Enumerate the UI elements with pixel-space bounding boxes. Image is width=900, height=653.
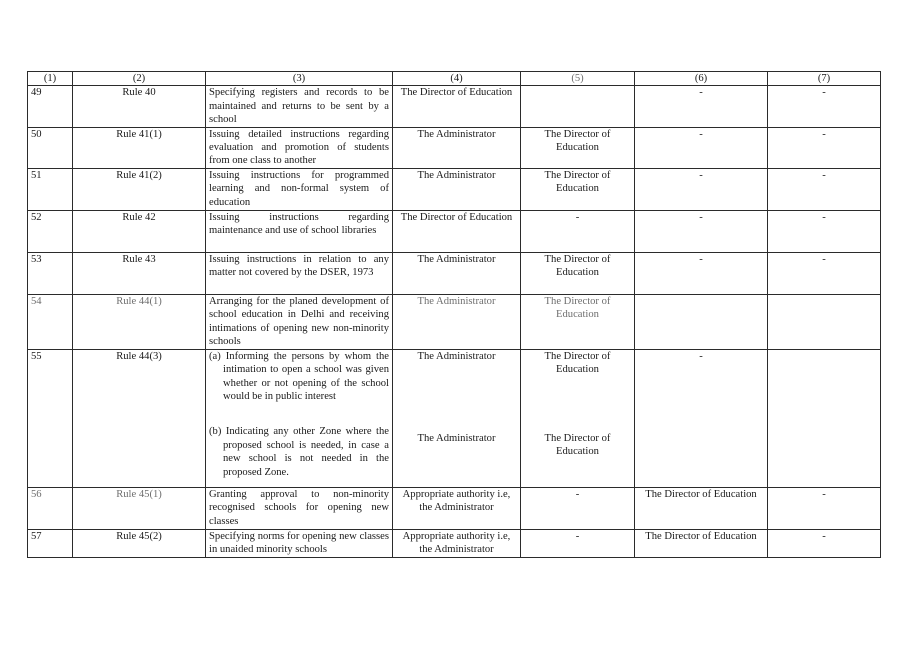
authority-col6: - xyxy=(635,168,768,210)
authority-col5: - xyxy=(521,487,635,529)
authority-col4: The Administrator xyxy=(393,252,521,294)
function-description: Issuing instructions for programmed learning and non-formal system of education xyxy=(206,168,393,210)
authority-col5: The Director of Education xyxy=(521,252,635,294)
table-row xyxy=(28,168,881,210)
authority-col7: - xyxy=(768,529,881,557)
authority-col4: The Director of Education xyxy=(393,210,521,252)
authority-col5: The Director of Education xyxy=(521,168,635,210)
column-header: (4) xyxy=(393,72,521,86)
authority-col4: The Administrator xyxy=(393,168,521,210)
rule-reference: Rule 43 xyxy=(73,252,206,294)
column-header: (3) xyxy=(206,72,393,86)
authority-col4-a: The Administrator xyxy=(417,350,496,362)
rules-delegation-table xyxy=(27,71,881,558)
function-description: Specifying registers and records to be maintained and returns to be sent by a school xyxy=(206,86,393,127)
table-row xyxy=(28,487,881,529)
authority-col7: - xyxy=(768,168,881,210)
serial-number: 54 xyxy=(28,294,73,349)
rule-reference: Rule 44(3) xyxy=(73,349,206,487)
rule-reference: Rule 41(2) xyxy=(73,168,206,210)
rule-reference: Rule 41(1) xyxy=(73,127,206,168)
serial-number: 56 xyxy=(28,487,73,529)
authority-col6: The Director of Education xyxy=(635,529,768,557)
function-description: Issuing instructions in relation to any matter not covered by the DSER, 1973 xyxy=(206,252,393,294)
column-header: (7) xyxy=(768,72,881,86)
authority-col6 xyxy=(635,294,768,349)
authority-col7: - xyxy=(768,487,881,529)
column-header: (6) xyxy=(635,72,768,86)
authority-col6: - xyxy=(635,210,768,252)
function-description: Granting approval to non-minority recognised schools for opening new classes xyxy=(206,487,393,529)
authority-col6: - xyxy=(635,127,768,168)
authority-col5: - xyxy=(521,529,635,557)
authority-col5-a: The Director of Education xyxy=(544,350,611,376)
authority-col5-b: The Director of Education xyxy=(544,432,611,458)
table-row xyxy=(28,349,881,487)
serial-number: 57 xyxy=(28,529,73,557)
authority-col5: - xyxy=(521,210,635,252)
authority-col5 xyxy=(521,86,635,127)
function-description: Specifying norms for opening new classes in unaided minority schools xyxy=(206,529,393,557)
authority-col4: The Director of Education xyxy=(393,86,521,127)
table-row xyxy=(28,252,881,294)
authority-col5 xyxy=(521,349,635,487)
column-header: (1) xyxy=(28,72,73,86)
function-description xyxy=(206,349,393,487)
function-description: Arranging for the planed development of school education in Delhi and receiving intimations of opening new non-minority schools xyxy=(206,294,393,349)
serial-number: 49 xyxy=(28,86,73,127)
authority-col7: - xyxy=(768,127,881,168)
serial-number: 55 xyxy=(28,349,73,487)
authority-col7: - xyxy=(768,210,881,252)
authority-col4: Appropriate authority i.e, the Administrator xyxy=(393,487,521,529)
serial-number: 53 xyxy=(28,252,73,294)
table-row xyxy=(28,294,881,349)
column-header: (5) xyxy=(521,72,635,86)
column-header: (2) xyxy=(73,72,206,86)
rule-reference: Rule 40 xyxy=(73,86,206,127)
rule-reference: Rule 42 xyxy=(73,210,206,252)
authority-col7 xyxy=(768,294,881,349)
authority-col4-b: The Administrator xyxy=(417,432,496,444)
authority-col4: Appropriate authority i.e, the Administrator xyxy=(393,529,521,557)
authority-col4: The Administrator xyxy=(393,294,521,349)
function-description: Issuing detailed instructions regarding evaluation and promotion of students from one class to another xyxy=(206,127,393,168)
header-row xyxy=(28,72,881,86)
serial-number: 52 xyxy=(28,210,73,252)
authority-col4: The Administrator xyxy=(393,127,521,168)
table-row xyxy=(28,86,881,127)
serial-number: 51 xyxy=(28,168,73,210)
authority-col6: - xyxy=(635,86,768,127)
authority-col7 xyxy=(768,349,881,487)
authority-col6: The Director of Education xyxy=(635,487,768,529)
function-description-a: (a) Informing the persons by whom the intimation to open a school was given whether or not opening of the school would be in public interest xyxy=(209,350,389,403)
function-description: Issuing instructions regarding maintenance and use of school libraries xyxy=(206,210,393,252)
table-row xyxy=(28,210,881,252)
rule-reference: Rule 44(1) xyxy=(73,294,206,349)
table-row xyxy=(28,127,881,168)
table-row xyxy=(28,529,881,557)
authority-col5: The Director of Education xyxy=(521,127,635,168)
authority-col4 xyxy=(393,349,521,487)
rule-reference: Rule 45(1) xyxy=(73,487,206,529)
authority-col5: The Director of Education xyxy=(521,294,635,349)
function-description-b: (b) Indicating any other Zone where the proposed school is needed, in case a new school is not needed in the proposed Zone. xyxy=(209,426,389,478)
authority-col6: - xyxy=(635,252,768,294)
authority-col7: - xyxy=(768,86,881,127)
rule-reference: Rule 45(2) xyxy=(73,529,206,557)
authority-col6: - xyxy=(635,349,768,487)
serial-number: 50 xyxy=(28,127,73,168)
authority-col7: - xyxy=(768,252,881,294)
